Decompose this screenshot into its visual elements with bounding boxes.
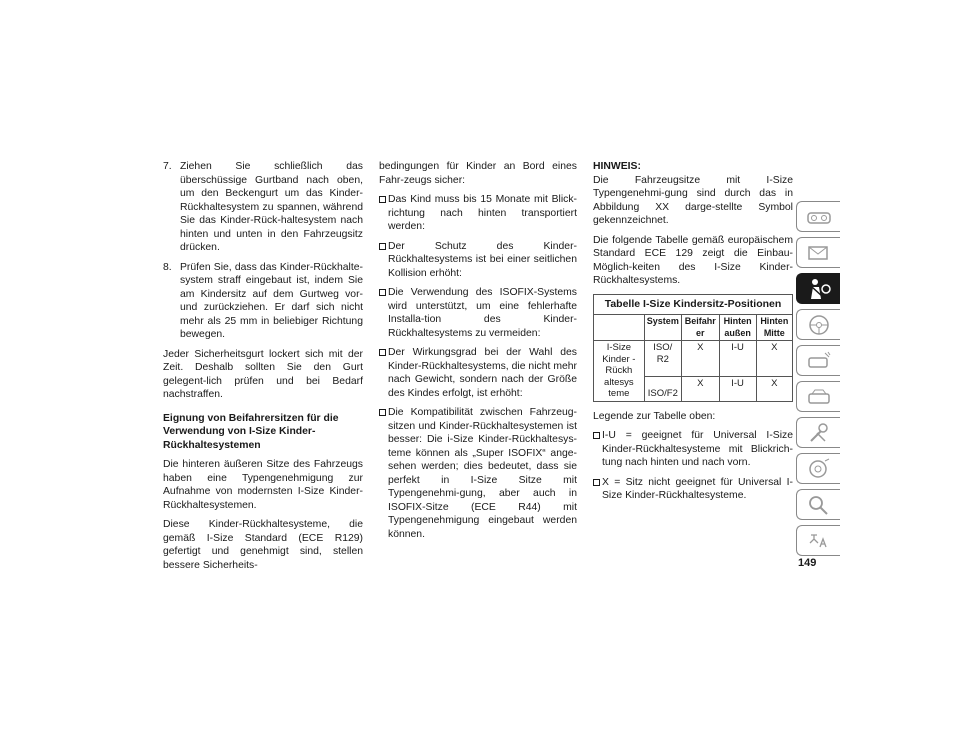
table-row-label: I-Size Kinder -Rückh altesys teme xyxy=(594,341,645,402)
list-item xyxy=(163,160,363,255)
bullet-square-icon xyxy=(379,193,388,202)
paragraph: Die folgende Tabelle gemäß europäischem Standard ECE 129 zeigt die Einbau-Möglich-keiten des I-Size Kinder-Rückhaltesystems. xyxy=(593,234,793,286)
bullet-item xyxy=(593,429,793,470)
bullet-text: Das Kind muss bis 15 Monate mit Blick-richtung nach hinten transportiert werden: xyxy=(388,194,577,232)
table-cell: X xyxy=(681,376,719,401)
tab-service[interactable] xyxy=(796,381,840,412)
paragraph: Die hinteren äußeren Sitze des Fahrzeugs haben eine Typengenehmigung zur Aufnahme von modernsten I-Size Kinder-Rückhaltesystemen. xyxy=(163,459,363,511)
bullet-item xyxy=(379,240,577,281)
tab-multimedia[interactable] xyxy=(796,453,840,484)
multimedia-icon xyxy=(805,457,833,481)
tab-languages[interactable] xyxy=(796,525,840,556)
bullet-square-icon xyxy=(593,429,602,438)
steering-wheel-icon xyxy=(805,313,833,337)
tab-driving[interactable] xyxy=(796,309,840,340)
bullet-text: Die Kompatibilität zwischen Fahrzeug-sitzen und Kinder-Rückhaltesystemen ist besser: Die i-Size Kinder-Rückhaltesys-teme können als „Super ISOFIX“ ange-sehen werden; dies bedeutet, dass sie perfekt in I-Size Sitze mit Typengenehmi-gung, aber auch in ISOFIX-Sitze (ECE R44) mit Typengenehmigung eingebaut werden können. xyxy=(388,407,577,540)
note-text: Die Fahrzeugsitze mit I-Size Typengenehmi-gung sind durch das in Abbildung XX darge-stellte Symbol gekennzeichnet. xyxy=(593,174,793,226)
table-cell: I-U xyxy=(719,376,756,401)
paragraph: Jeder Sicherheitsgurt lockert sich mit der Zeit. Deshalb sollten Sie den Gurt gelegent-lich prüfen und bei Bedarf nachstraffen. xyxy=(163,348,363,400)
legend-title: Legende zur Tabelle oben: xyxy=(593,410,716,422)
tab-dashboard[interactable] xyxy=(796,201,840,232)
paragraph: bedingungen für Kinder an Bord eines Fahr-zeugs sicher: xyxy=(379,161,577,186)
wrench-tools-icon xyxy=(805,421,833,445)
item-text: Ziehen Sie schließlich das überschüssige Gurtband nach oben, um den Beckengurt um das Kinder-Rückhaltesystem zu spannen, während Sie das Kinder-Rück-haltesystem nach hinten und unten in den Fahrzeugsitz drücken. xyxy=(180,161,363,253)
tab-technical[interactable] xyxy=(796,417,840,448)
bullet-text: Der Schutz des Kinder-Rückhaltesystems ist bei einer seitlichen Kollision erhöht: xyxy=(388,240,577,279)
column-right xyxy=(593,160,793,509)
table-header-cell: System xyxy=(644,315,681,341)
bullet-square-icon xyxy=(379,346,388,355)
table-cell: X xyxy=(756,341,792,377)
bullet-square-icon xyxy=(379,286,388,295)
item-text: Prüfen Sie, dass das Kinder-Rückhalte-system straff eingebaut ist, indem Sie am Kindersitz auf dem Gurtweg vor- und zurückziehen. Er darf sich nicht mehr als 25 mm in beliebiger Richtung bewegen. xyxy=(180,261,363,340)
table-cell: ISO/ R2 xyxy=(644,341,681,377)
bullet-text: X = Sitz nicht geeignet für Universal I-Size Kinder-Rückhaltesysteme. xyxy=(602,476,793,501)
language-index-icon xyxy=(805,529,833,553)
bullet-square-icon xyxy=(593,476,602,485)
bullet-square-icon xyxy=(379,240,388,249)
tab-warnings[interactable] xyxy=(796,237,840,268)
warning-message-icon xyxy=(805,241,833,265)
bullet-item xyxy=(593,476,793,503)
tab-emergency[interactable] xyxy=(796,345,840,376)
table-cell: I-U xyxy=(719,341,756,377)
tab-index[interactable] xyxy=(796,489,840,520)
column-left xyxy=(163,160,363,578)
table-header-cell: Hinten außen xyxy=(719,315,756,341)
bullet-item xyxy=(379,286,577,340)
table-header-cell: Hinten Mitte xyxy=(756,315,792,341)
table-header-cell xyxy=(594,315,645,341)
bullet-item xyxy=(379,193,577,234)
car-service-icon xyxy=(805,385,833,409)
crash-car-icon xyxy=(805,349,833,373)
table-cell: X xyxy=(756,376,792,401)
dashboard-car-icon xyxy=(805,205,833,229)
table-title: Tabelle I-Size Kindersitz-Positionen xyxy=(594,294,793,315)
bullet-square-icon xyxy=(379,406,388,415)
chapter-tabs xyxy=(796,201,840,561)
seatbelt-safety-icon xyxy=(805,277,833,301)
isize-table xyxy=(593,294,793,402)
page-number: 149 xyxy=(798,557,817,569)
table-cell: X xyxy=(681,341,719,377)
table-header-cell: Beifahr er xyxy=(681,315,719,341)
paragraph: Diese Kinder-Rückhaltesysteme, die gemäß I-Size Standard (ECE R129) gefertigt und genehmigt sind, stellen bessere Sicherheits- xyxy=(163,519,363,571)
table-row xyxy=(594,341,793,377)
section-heading: Eignung von Beifahrersitzen für die Verwendung von I-Size Kinder-Rückhaltesystemen xyxy=(163,412,339,451)
note-label: HINWEIS: xyxy=(593,161,641,172)
bullet-text: Die Verwendung des ISOFIX-Systems wird unterstützt, um eine fehlerhafte Installa-tion des Kinder-Rückhaltesystems zu vermeiden: xyxy=(388,287,577,339)
tab-safety[interactable] xyxy=(796,273,840,304)
item-number: 8. xyxy=(163,261,172,273)
bullet-item xyxy=(379,346,577,400)
column-middle xyxy=(379,160,577,547)
bullet-item xyxy=(379,406,577,541)
list-item xyxy=(163,261,363,342)
bullet-text: Der Wirkungsgrad bei der Wahl des Kinder-Rückhaltesystems, die nicht mehr nach Gewicht, sondern nach der Größe des Kindes erfolgt, ist erhöht: xyxy=(388,347,577,399)
table-cell: ISO/F2 xyxy=(644,376,681,401)
search-icon xyxy=(805,493,833,517)
bullet-text: I-U = geeignet für Universal I-Size Kinder-Rückhaltesysteme mit Blickrich-tung nach hinten und nach vorn. xyxy=(602,430,793,468)
item-number: 7. xyxy=(163,161,172,172)
